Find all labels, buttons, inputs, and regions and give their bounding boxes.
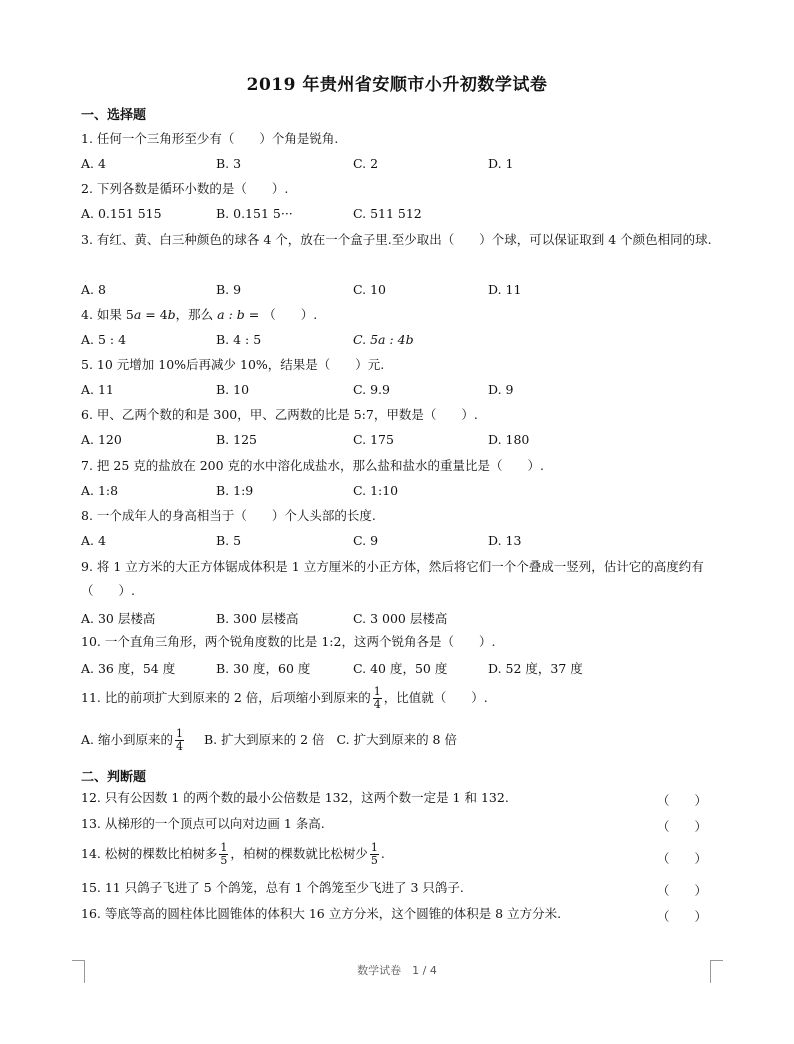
option-c: C. 40 度，50 度 [353, 661, 448, 676]
variable-b: b [167, 307, 176, 322]
option-a: A. 30 层楼高 [81, 611, 156, 626]
question-7: 7. 把 25 克的盐放在 200 克的水中溶化成盐水，那么盐和盐水的重量比是（ ）. [81, 458, 545, 473]
question-1: 1. 任何一个三角形至少有（ ）个角是锐角. [81, 131, 339, 146]
option-c: C. 10 [353, 282, 386, 297]
option-a: A. 1:8 [81, 483, 119, 498]
ratio-expression: a : b [217, 307, 245, 322]
page-footer: 数学试卷 1 / 4 [357, 964, 437, 977]
option-b: B. 9 [216, 282, 242, 297]
option-c: C. 9.9 [353, 382, 390, 397]
fraction-numerator: 1 [175, 727, 183, 740]
question-11-pre: 11. 比的前项扩大到原来的 2 倍，后项缩小到原来的 [81, 690, 371, 705]
fraction-numerator: 1 [220, 841, 228, 854]
option-c: C. 5a : 4b [353, 332, 414, 347]
option-c: C. 3 000 层楼高 [353, 611, 448, 626]
question-4-pre: 4. 如果 5 [81, 307, 134, 322]
answer-blank: （ ） [657, 819, 708, 834]
question-10: 10. 一个直角三角形，两个锐角度数的比是 1:2，这两个锐角各是（ ）. [81, 634, 496, 649]
answer-blank: （ ） [657, 883, 708, 898]
option-b: B. 3 [216, 156, 242, 171]
section-heading-judgement: 二、判断题 [81, 770, 147, 785]
question-4-post: = （ ）. [244, 307, 318, 322]
option-a: A. 120 [81, 432, 122, 447]
question-4 [81, 303, 317, 327]
question-14-post: . [380, 846, 385, 861]
question-8: 8. 一个成年人的身高相当于（ ）个人头部的长度. [81, 508, 376, 523]
question-9: 9. 将 1 立方米的大正方体锯成体积是 1 立方厘米的小正方体，然后将它们一个个叠成一竖列，估计它的高度约有（ ）. [81, 559, 704, 598]
question-6: 6. 甲、乙两个数的和是 300，甲、乙两数的比是 5:7，甲数是（ ）. [81, 407, 478, 422]
option-a-label: A. 缩小到原来的 [81, 732, 173, 747]
question-14 [81, 842, 385, 867]
question-11 [81, 686, 488, 711]
fraction-one-fifth [370, 842, 379, 867]
option-a: A. 4 [81, 533, 106, 548]
option-d: D. 13 [488, 533, 522, 548]
question-15: 15. 11 只鸽子飞进了 5 个鸽笼，总有 1 个鸽笼至少飞进了 3 只鸽子. [81, 880, 464, 895]
option-d: D. 1 [488, 156, 514, 171]
question-2: 2. 下列各数是循环小数的是（ ）. [81, 181, 289, 196]
option-a: A. 11 [81, 382, 114, 397]
option-c: C. 1:10 [353, 483, 399, 498]
option-a [81, 727, 186, 753]
fraction-one-quarter [175, 728, 184, 753]
question-4-mid: = 4 [141, 307, 168, 322]
question-11-options [81, 728, 457, 753]
question-14-mid: ，柏树的棵数就比松树少 [230, 846, 368, 861]
section-heading-choice: 一、选择题 [81, 108, 147, 123]
variable-a: a [133, 307, 142, 322]
option-c: C. 2 [353, 156, 379, 171]
option-d: D. 9 [488, 382, 514, 397]
question-13: 13. 从梯形的一个顶点可以向对边画 1 条高. [81, 816, 325, 831]
option-d: D. 11 [488, 282, 522, 297]
option-a: A. 4 [81, 156, 106, 171]
option-b: B. 扩大到原来的 2 倍 [203, 732, 325, 747]
page-title: 2019 年贵州省安顺市小升初数学试卷 [246, 75, 548, 95]
question-16: 16. 等底等高的圆柱体比圆锥体的体积大 16 立方分米，这个圆锥的体积是 8 立方分米. [81, 906, 562, 921]
option-b: B. 125 [216, 432, 257, 447]
option-c: C. 175 [353, 432, 394, 447]
option-b: B. 10 [216, 382, 250, 397]
fraction-denominator: 5 [370, 854, 378, 867]
question-11-post: ，比值就（ ）. [383, 690, 488, 705]
option-a: A. 0.151 515 [81, 206, 162, 221]
answer-blank: （ ） [657, 793, 708, 808]
option-a: A. 8 [81, 282, 106, 297]
question-12: 12. 只有公因数 1 的两个数的最小公倍数是 132，这两个数一定是 1 和 132. [81, 790, 509, 805]
option-b: B. 5 [216, 533, 242, 548]
option-a: A. 36 度，54 度 [81, 661, 176, 676]
fraction-denominator: 5 [220, 854, 228, 867]
option-c: C. 9 [353, 533, 379, 548]
option-c: C. 511 512 [353, 206, 422, 221]
question-3: 3. 有红、黄、白三种颜色的球各 4 个，放在一个盒子里.至少取出（ ）个球，可以保证取到 4 个颜色相同的球. [81, 232, 712, 247]
answer-blank: （ ） [657, 909, 708, 924]
option-d: D. 52 度，37 度 [488, 661, 583, 676]
option-d: D. 180 [488, 432, 530, 447]
fraction-denominator: 4 [175, 740, 183, 753]
question-14-pre: 14. 松树的棵数比柏树多 [81, 846, 218, 861]
option-b: B. 0.151 5··· [216, 206, 293, 221]
option-b: B. 300 层楼高 [216, 611, 299, 626]
fraction-denominator: 4 [373, 698, 381, 711]
option-c: C. 扩大到原来的 8 倍 [336, 732, 457, 747]
option-b: B. 30 度，60 度 [216, 661, 311, 676]
fraction-numerator: 1 [370, 841, 378, 854]
option-b: B. 4 : 5 [216, 332, 262, 347]
fraction-one-fifth [219, 842, 228, 867]
option-b: B. 1:9 [216, 483, 254, 498]
question-5: 5. 10 元增加 10%后再减少 10%，结果是（ ）元. [81, 357, 385, 372]
option-a: A. 5 : 4 [81, 332, 127, 347]
question-4-mid2: ，那么 [175, 307, 218, 322]
fraction-numerator: 1 [373, 685, 381, 698]
fraction-one-quarter [373, 686, 382, 711]
answer-blank: （ ） [657, 851, 708, 866]
